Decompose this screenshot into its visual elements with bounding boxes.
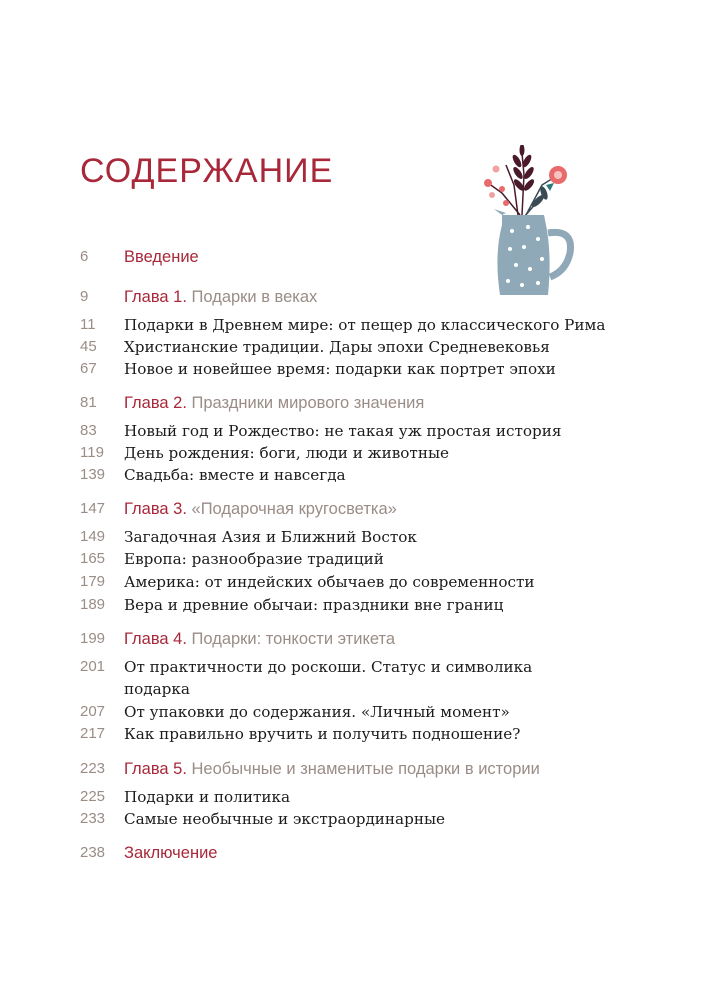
toc-chapter-5[interactable] [80, 758, 680, 782]
page-number: 199 [80, 630, 106, 647]
page-number: 83 [80, 422, 97, 439]
toc-item[interactable] [80, 808, 680, 832]
page-number: 225 [80, 788, 106, 805]
page-number: 81 [80, 394, 97, 411]
outro-label: Заключение [124, 844, 218, 862]
chapter-title: Праздники мирового значения [191, 394, 425, 412]
intro-label: Введение [124, 248, 199, 266]
page-number: 67 [80, 360, 97, 377]
item-title: День рождения: боги, люди и животные [124, 444, 450, 462]
chapter-label: Глава 2. [124, 394, 187, 412]
toc-item[interactable] [80, 314, 680, 338]
toc-item[interactable] [80, 594, 680, 618]
toc-item[interactable] [80, 420, 680, 444]
item-title: От практичности до роскоши. Статус и символика [124, 658, 533, 676]
chapter-label: Глава 1. [124, 288, 187, 306]
item-title: От упаковки до содержания. «Личный момент» [124, 703, 510, 721]
item-title: Христианские традиции. Дары эпохи Средневековья [124, 338, 550, 356]
toc-item[interactable] [80, 358, 680, 382]
chapter-label: Глава 5. [124, 760, 187, 778]
page-number: 165 [80, 550, 106, 567]
item-title-continued: подарка [124, 680, 190, 698]
item-title: Новое и новейшее время: подарки как портрет эпохи [124, 360, 556, 378]
item-title: Загадочная Азия и Ближний Восток [124, 528, 417, 546]
page-number: 45 [80, 338, 97, 355]
item-title: Европа: разнообразие традиций [124, 550, 384, 568]
toc-chapter-1[interactable] [80, 286, 680, 310]
page-number: 238 [80, 844, 106, 861]
toc-outro[interactable] [80, 842, 680, 866]
page-number: 201 [80, 658, 106, 675]
page-number: 11 [80, 316, 96, 333]
chapter-title: «Подарочная кругосветка» [191, 500, 397, 518]
toc-item[interactable] [80, 548, 680, 572]
chapter-title: Подарки в веках [191, 288, 318, 306]
page-number: 9 [80, 288, 89, 305]
item-title: Свадьба: вместе и навсегда [124, 466, 346, 484]
toc-item[interactable] [80, 656, 680, 680]
page-title: СОДЕРЖАНИЕ [80, 152, 334, 190]
page-number: 119 [80, 444, 104, 461]
chapter-label: Глава 3. [124, 500, 187, 518]
toc-item[interactable] [80, 526, 680, 550]
chapter-label: Глава 4. [124, 630, 187, 648]
page-number: 207 [80, 703, 106, 720]
toc-item[interactable] [80, 442, 680, 466]
page-number: 149 [80, 528, 106, 545]
page-number: 233 [80, 810, 106, 827]
page-number: 179 [80, 573, 106, 590]
page-number: 139 [80, 466, 106, 483]
toc-intro[interactable] [80, 246, 680, 270]
toc-chapter-3[interactable] [80, 498, 680, 522]
toc-item[interactable] [80, 464, 680, 488]
item-title: Новый год и Рождество: не такая уж простая история [124, 422, 562, 440]
toc-item[interactable] [80, 336, 680, 360]
item-title: Америка: от индейских обычаев до современности [124, 573, 535, 591]
toc-item[interactable] [80, 701, 680, 725]
page-number: 217 [80, 725, 106, 742]
toc-chapter-4[interactable] [80, 628, 680, 652]
toc-item[interactable] [80, 723, 680, 747]
toc-item-continuation[interactable] [80, 678, 680, 702]
item-title: Самые необычные и экстраординарные [124, 810, 446, 828]
page-number: 223 [80, 760, 106, 777]
page-number: 6 [80, 248, 89, 265]
item-title: Вера и древние обычаи: праздники вне границ [124, 596, 504, 614]
chapter-title: Подарки: тонкости этикета [191, 630, 396, 648]
toc-item[interactable] [80, 786, 680, 810]
toc-item[interactable] [80, 571, 680, 595]
chapter-title: Необычные и знаменитые подарки в истории [191, 760, 540, 778]
item-title: Подарки и политика [124, 788, 291, 806]
page-number: 147 [80, 500, 106, 517]
flowers-in-jug-icon [466, 145, 586, 305]
toc-chapter-2[interactable] [80, 392, 680, 416]
page-number: 189 [80, 596, 106, 613]
item-title: Как правильно вручить и получить подношение? [124, 725, 521, 743]
item-title: Подарки в Древнем мире: от пещер до классического Рима [124, 316, 606, 334]
